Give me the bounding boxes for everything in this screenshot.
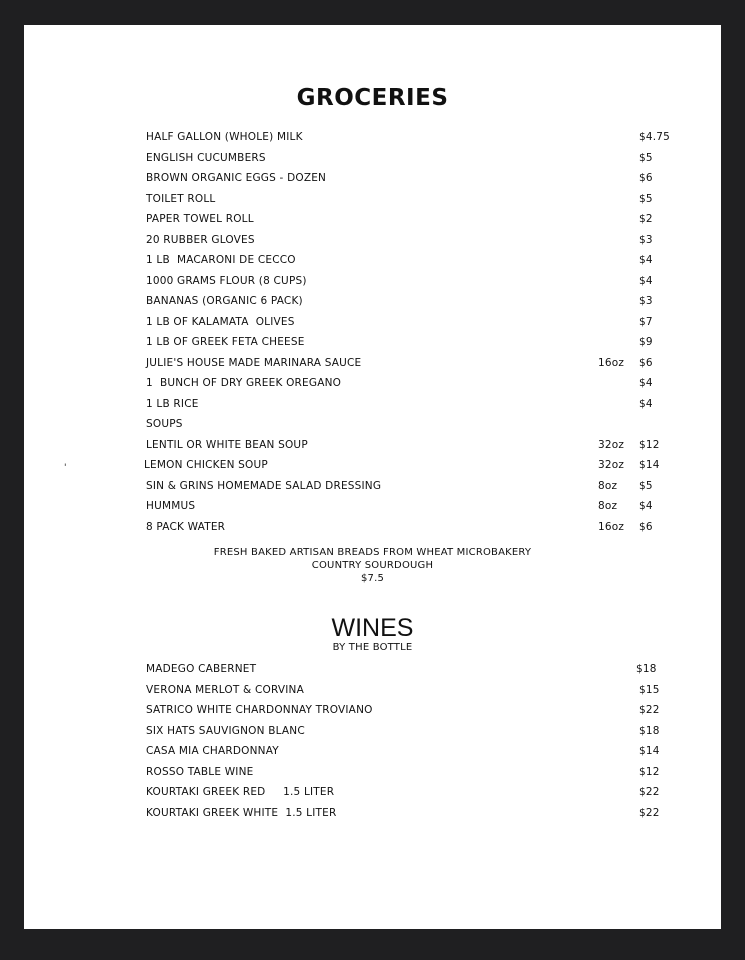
grocery-row bbox=[24, 418, 721, 434]
grocery-item-name: JULIE'S HOUSE MADE MARINARA SAUCE bbox=[146, 356, 362, 369]
grocery-item-name: LENTIL OR WHITE BEAN SOUP bbox=[146, 438, 308, 451]
bread-price: $7.5 bbox=[360, 573, 385, 584]
grocery-item-price: $6 bbox=[639, 356, 653, 369]
grocery-item-name: 1 BUNCH OF DRY GREEK OREGANO bbox=[146, 377, 342, 389]
grocery-item-name: 20 RUBBER GLOVES bbox=[146, 233, 255, 246]
grocery-item-price: $4 bbox=[639, 274, 653, 287]
wine-item-name: MADEGO CABERNET bbox=[146, 663, 257, 675]
grocery-item-name: SIN & GRINS HOMEMADE SALAD DRESSING bbox=[146, 479, 382, 492]
grocery-item-name: 1 LB OF KALAMATA OLIVES bbox=[146, 315, 295, 328]
grocery-item-price: $2 bbox=[639, 213, 653, 225]
stray-mark: ' bbox=[64, 463, 67, 473]
grocery-row bbox=[24, 193, 721, 209]
grocery-item-price: $5 bbox=[639, 192, 653, 205]
grocery-row bbox=[24, 377, 721, 393]
grocery-item-name: LEMON CHICKEN SOUP bbox=[144, 459, 268, 471]
grocery-item-price: $4 bbox=[639, 397, 653, 410]
grocery-item-name: BANANAS (ORGANIC 6 PACK) bbox=[146, 295, 303, 307]
grocery-item-price: $6 bbox=[639, 172, 653, 184]
wine-row bbox=[24, 663, 721, 679]
wine-item-price: $22 bbox=[639, 806, 660, 819]
grocery-row bbox=[24, 275, 721, 291]
bread-line-2: COUNTRY SOURDOUGH bbox=[311, 560, 434, 571]
bread-line-1: FRESH BAKED ARTISAN BREADS FROM WHEAT MICROBAKERY bbox=[213, 547, 532, 558]
grocery-row bbox=[24, 521, 721, 537]
grocery-item-price: $14 bbox=[639, 459, 660, 471]
grocery-item-name: HUMMUS bbox=[146, 500, 196, 512]
wine-item-price: $14 bbox=[639, 745, 660, 757]
grocery-item-name: 1 LB OF GREEK FETA CHEESE bbox=[146, 336, 305, 348]
wine-item-price: $15 bbox=[639, 683, 660, 696]
grocery-item-name: ENGLISH CUCUMBERS bbox=[146, 151, 266, 164]
grocery-item-price: $4 bbox=[639, 254, 653, 266]
wine-item-name: CASA MIA CHARDONNAY bbox=[146, 745, 279, 757]
wine-item-name: ROSSO TABLE WINE bbox=[146, 765, 254, 778]
grocery-item-name: PAPER TOWEL ROLL bbox=[146, 213, 254, 225]
grocery-item-size: 32oz bbox=[598, 438, 625, 451]
grocery-row bbox=[24, 336, 721, 352]
wine-item-price: $22 bbox=[639, 786, 660, 798]
grocery-row bbox=[24, 234, 721, 250]
grocery-row bbox=[24, 398, 721, 414]
grocery-row bbox=[24, 316, 721, 332]
grocery-row bbox=[24, 295, 721, 311]
grocery-item-name: SOUPS bbox=[146, 418, 183, 430]
wine-item-name: KOURTAKI GREEK WHITE 1.5 LITER bbox=[146, 806, 337, 819]
grocery-row bbox=[24, 254, 721, 270]
grocery-item-price: $9 bbox=[639, 336, 653, 348]
grocery-item-price: $4 bbox=[639, 500, 653, 512]
grocery-item-name: BROWN ORGANIC EGGS - DOZEN bbox=[146, 172, 327, 184]
wine-item-name: VERONA MERLOT & CORVINA bbox=[146, 683, 304, 696]
grocery-item-name: TOILET ROLL bbox=[146, 192, 216, 205]
wine-row bbox=[24, 786, 721, 802]
wine-row bbox=[24, 745, 721, 761]
grocery-item-price: $12 bbox=[639, 438, 660, 451]
grocery-item-size: 8oz bbox=[598, 479, 618, 492]
grocery-item-size: 16oz bbox=[598, 520, 625, 533]
wine-item-price: $18 bbox=[636, 663, 657, 675]
wine-item-price: $18 bbox=[639, 724, 660, 737]
grocery-row bbox=[24, 357, 721, 373]
wine-row bbox=[24, 766, 721, 782]
grocery-row bbox=[24, 131, 721, 147]
wine-row bbox=[24, 704, 721, 720]
grocery-item-name: 8 PACK WATER bbox=[146, 520, 226, 533]
grocery-item-price: $3 bbox=[639, 233, 653, 246]
wine-row bbox=[24, 684, 721, 700]
grocery-row bbox=[24, 152, 721, 168]
wines-title: WINES bbox=[331, 614, 414, 642]
grocery-item-size: 16oz bbox=[598, 356, 625, 369]
wine-item-name: SATRICO WHITE CHARDONNAY TROVIANO bbox=[146, 704, 373, 716]
wine-item-name: SIX HATS SAUVIGNON BLANC bbox=[146, 724, 305, 737]
wine-item-price: $22 bbox=[639, 704, 660, 716]
wine-row bbox=[24, 725, 721, 741]
grocery-item-price: $6 bbox=[639, 520, 653, 533]
grocery-item-name: HALF GALLON (WHOLE) MILK bbox=[146, 131, 303, 143]
grocery-row bbox=[24, 439, 721, 455]
grocery-row bbox=[24, 172, 721, 188]
grocery-item-name: 1 LB RICE bbox=[146, 397, 199, 410]
grocery-item-price: $4 bbox=[639, 377, 653, 389]
grocery-item-price: $7 bbox=[639, 315, 653, 328]
grocery-item-size: 32oz bbox=[598, 459, 625, 471]
grocery-row bbox=[24, 480, 721, 496]
grocery-item-name: 1000 GRAMS FLOUR (8 CUPS) bbox=[146, 274, 307, 287]
wines-subtitle: BY THE BOTTLE bbox=[332, 642, 413, 653]
wine-item-name: KOURTAKI GREEK RED 1.5 LITER bbox=[146, 786, 335, 798]
grocery-item-price: $5 bbox=[639, 479, 653, 492]
grocery-row bbox=[24, 459, 721, 475]
grocery-item-size: 8oz bbox=[598, 500, 618, 512]
menu-page bbox=[24, 25, 721, 929]
grocery-item-price: $4.75 bbox=[639, 131, 671, 143]
groceries-title: GROCERIES bbox=[296, 85, 449, 111]
grocery-row bbox=[24, 500, 721, 516]
grocery-item-price: $3 bbox=[639, 295, 653, 307]
grocery-item-name: 1 LB MACARONI DE CECCO bbox=[146, 254, 296, 266]
wine-row bbox=[24, 807, 721, 823]
grocery-item-price: $5 bbox=[639, 151, 653, 164]
wine-item-price: $12 bbox=[639, 765, 660, 778]
grocery-row bbox=[24, 213, 721, 229]
